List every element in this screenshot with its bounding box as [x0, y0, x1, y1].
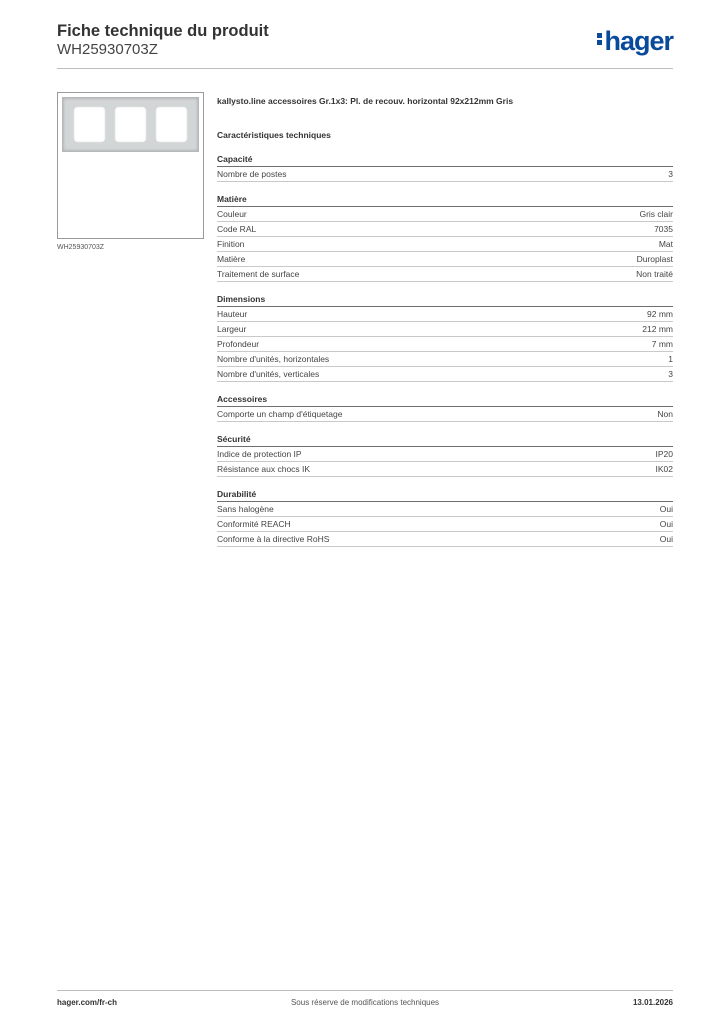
spec-value: Non traité — [636, 269, 673, 279]
spec-row — [217, 337, 673, 352]
footer-date: 13.01.2026 — [632, 998, 673, 1007]
spec-row — [217, 207, 673, 222]
footer-divider — [57, 990, 673, 991]
hager-logo — [597, 26, 673, 57]
spec-label: Matière — [217, 254, 246, 264]
image-caption: WH25930703Z — [57, 244, 105, 251]
section-title: Durabilité — [217, 489, 257, 499]
plate-opening — [114, 106, 147, 143]
spec-value: 3 — [668, 369, 673, 379]
spec-section — [217, 434, 673, 477]
plate-opening — [73, 106, 106, 143]
section-title: Dimensions — [217, 294, 266, 304]
spec-row — [217, 252, 673, 267]
spec-value: IK02 — [655, 464, 673, 474]
spec-section — [217, 489, 673, 547]
spec-row — [217, 237, 673, 252]
spec-label: Nombre d'unités, horizontales — [217, 354, 330, 364]
spec-row — [217, 352, 673, 367]
spec-section — [217, 294, 673, 382]
spec-label: Nombre de postes — [217, 169, 287, 179]
page-title: Fiche technique du produit — [57, 22, 269, 40]
spec-value: Duroplast — [636, 254, 673, 264]
logo-text: hager — [604, 26, 673, 56]
product-name: kallysto.line accessoires Gr.1x3: Pl. de recouv. horizontal 92x212mm Gris — [217, 96, 514, 106]
header-divider — [57, 68, 673, 69]
spec-label: Profondeur — [217, 339, 260, 349]
spec-row — [217, 222, 673, 237]
spec-row — [217, 322, 673, 337]
spec-label: Traitement de surface — [217, 269, 300, 279]
spec-label: Finition — [217, 239, 245, 249]
section-title: Capacité — [217, 154, 253, 164]
spec-section — [217, 154, 673, 182]
specs-heading: Caractéristiques techniques — [217, 130, 331, 140]
spec-label: Hauteur — [217, 309, 248, 319]
spec-value: 1 — [668, 354, 673, 364]
spec-row — [217, 367, 673, 382]
spec-value: 7 mm — [651, 339, 673, 349]
page-footer — [57, 998, 673, 1010]
logo-dots-icon — [597, 31, 603, 47]
spec-label: Indice de protection IP — [217, 449, 302, 459]
product-image — [57, 92, 204, 239]
spec-row — [217, 517, 673, 532]
spec-label: Nombre d'unités, verticales — [217, 369, 320, 379]
spec-content — [217, 96, 673, 547]
spec-value: 7035 — [654, 224, 673, 234]
spec-section — [217, 194, 673, 282]
spec-value: IP20 — [655, 449, 673, 459]
spec-label: Résistance aux chocs IK — [217, 464, 311, 474]
spec-value: Oui — [659, 504, 673, 514]
spec-value: 3 — [668, 169, 673, 179]
spec-row — [217, 462, 673, 477]
spec-row — [217, 167, 673, 182]
spec-label: Conforme à la directive RoHS — [217, 534, 330, 544]
plate-opening — [155, 106, 188, 143]
section-title: Accessoires — [217, 394, 268, 404]
spec-row — [217, 502, 673, 517]
spec-label: Couleur — [217, 209, 247, 219]
spec-section — [217, 394, 673, 422]
spec-row — [217, 532, 673, 547]
spec-value: 212 mm — [642, 324, 673, 334]
spec-label: Comporte un champ d'étiquetage — [217, 409, 343, 419]
section-title: Matière — [217, 194, 247, 204]
section-title: Sécurité — [217, 434, 251, 444]
spec-value: Oui — [659, 534, 673, 544]
spec-label: Sans halogène — [217, 504, 274, 514]
spec-value: Mat — [658, 239, 673, 249]
spec-value: Gris clair — [639, 209, 673, 219]
spec-row — [217, 267, 673, 282]
spec-value: Oui — [659, 519, 673, 529]
spec-sections — [217, 154, 673, 547]
cover-plate-illustration — [62, 97, 199, 152]
product-reference: WH25930703Z — [57, 41, 158, 58]
footer-website[interactable]: hager.com/fr-ch — [57, 998, 118, 1007]
spec-label: Code RAL — [217, 224, 257, 234]
spec-label: Largeur — [217, 324, 247, 334]
footer-disclaimer: Sous réserve de modifications techniques — [290, 998, 440, 1007]
spec-row — [217, 447, 673, 462]
spec-label: Conformité REACH — [217, 519, 291, 529]
spec-row — [217, 307, 673, 322]
spec-value: Non — [657, 409, 673, 419]
spec-value: 92 mm — [647, 309, 673, 319]
spec-row — [217, 407, 673, 422]
page-header — [57, 20, 673, 70]
